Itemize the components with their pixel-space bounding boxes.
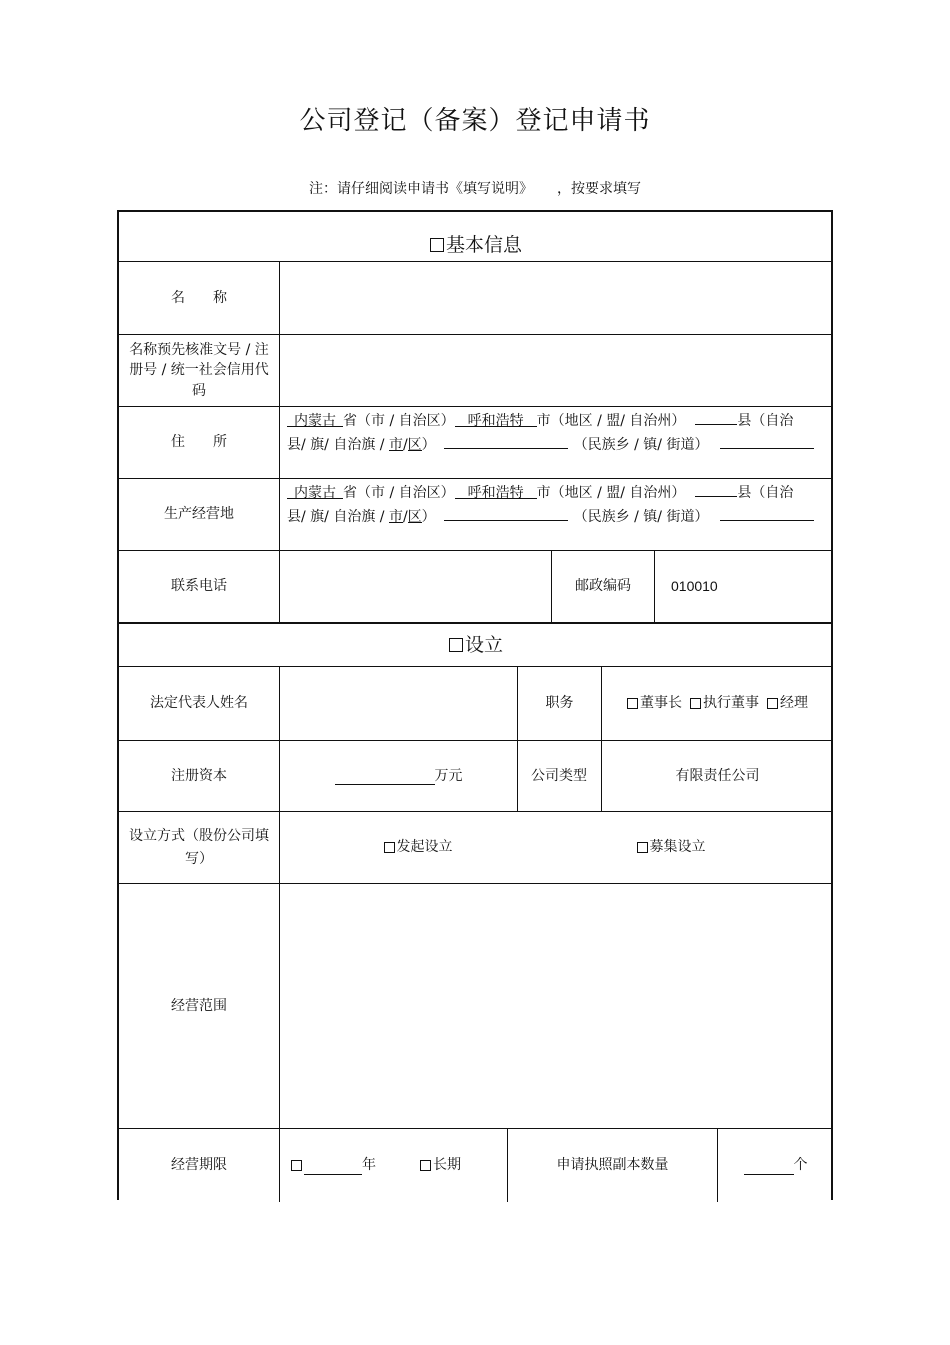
phone-label: 联系电话 [171,578,227,595]
business-place-label: 生产经营地 [164,506,234,523]
province-suffix: 省（市 / 自治区） [343,485,455,501]
town-suffix: （民族乡 / 镇/ 街道） [573,437,709,453]
section-title-establish: 设立 [464,633,503,656]
county-suffix: 县（自治 [737,413,794,429]
name-label: 名 称 [171,289,227,306]
capital-cell [280,741,517,811]
application-form [117,210,833,1200]
town-suffix: （民族乡 / 镇/ 街道） [573,509,709,525]
copies-unit: 个 [793,1157,808,1174]
street-field[interactable] [720,503,814,521]
method-option-2 [556,812,786,883]
city-field[interactable]: 呼和浩特 [455,481,537,499]
county-name-field[interactable] [444,503,568,521]
shi-option: 市 [389,433,403,451]
option-chairman: 董事长 [640,695,682,712]
option-manager: 经理 [780,695,808,712]
position-label: 职务 [545,695,574,712]
county-types: 县/ 旗/ 自治旗 / [287,509,389,525]
capital-label: 注册资本 [171,767,227,784]
capital-unit: 万元 [434,767,463,784]
province-field[interactable]: 内蒙古 [287,409,343,427]
county-field[interactable] [695,479,737,497]
scope-field[interactable] [280,884,833,1128]
copies-cell [718,1129,833,1202]
street-field[interactable] [720,431,814,449]
checkbox-term-years[interactable] [291,1160,302,1171]
paren-close: ） [421,509,436,525]
qu-option: 区 [408,433,422,451]
company-type-value[interactable]: 有限责任公司 [675,767,760,784]
separator: / [402,509,408,525]
copies-label: 申请执照副本数量 [556,1157,669,1174]
method-label: 设立方式（股份公司填写） [129,828,269,867]
legal-rep-field[interactable] [280,667,517,740]
method-promoter: 发起设立 [396,839,453,856]
city-field[interactable]: 呼和浩特 [455,409,537,427]
province-field[interactable]: 内蒙古 [287,481,343,499]
checkbox-offering[interactable] [637,842,648,853]
capital-field[interactable] [335,767,435,785]
option-executive-director: 执行董事 [703,695,759,712]
company-type-label: 公司类型 [531,767,587,784]
county-suffix: 县（自治 [737,485,794,501]
paren-close: ） [421,437,436,453]
county-field[interactable] [695,407,737,425]
method-option-1 [280,812,556,883]
postcode-field[interactable]: 010010 [671,578,718,595]
county-name-field[interactable] [444,431,568,449]
legal-rep-label: 法定代表人姓名 [150,695,248,712]
residence-address[interactable] [287,407,827,455]
term-long: 长期 [433,1157,461,1174]
name-field[interactable] [280,262,833,334]
checkbox-manager[interactable] [767,698,778,709]
code-field[interactable] [280,335,833,406]
checkbox-executive-director[interactable] [690,698,701,709]
scope-label: 经营范围 [171,997,227,1014]
term-options [291,1129,507,1202]
method-offering: 募集设立 [649,839,706,856]
province-suffix: 省（市 / 自治区） [343,413,455,429]
separator: / [402,437,408,453]
form-note [0,178,950,198]
residence-label: 住 所 [171,434,227,451]
checkbox-term-long[interactable] [420,1160,431,1171]
term-label: 经营期限 [171,1157,227,1174]
postcode-label: 邮政编码 [575,578,631,595]
business-place-address[interactable] [287,479,827,527]
term-year-unit: 年 [362,1157,376,1174]
checkbox-promoter[interactable] [384,842,395,853]
term-years-field[interactable] [304,1157,362,1175]
position-options [602,667,833,740]
copies-field[interactable] [744,1157,794,1175]
phone-field[interactable] [280,551,551,622]
section-establish [119,624,833,666]
checkbox-basic-info[interactable] [430,238,444,252]
qu-option: 区 [408,505,422,523]
city-suffix: 市（地区 / 盟/ 自治州） [536,413,686,429]
checkbox-chairman[interactable] [627,698,638,709]
checkbox-establish[interactable] [449,638,463,652]
section-title-basic: 基本信息 [445,233,522,256]
note-text-2: ，按要求填写 [557,181,641,197]
shi-option: 市 [389,505,403,523]
city-suffix: 市（地区 / 盟/ 自治州） [536,485,686,501]
note-text: 注：请仔细阅读申请书《填写说明》 [309,181,533,197]
form-title: 公司登记（备案）登记申请书 [299,106,651,136]
code-label: 名称预先核准文号 / 注册号 / 统一社会信用代码 [129,342,269,399]
county-types: 县/ 旗/ 自治旗 / [287,437,389,453]
